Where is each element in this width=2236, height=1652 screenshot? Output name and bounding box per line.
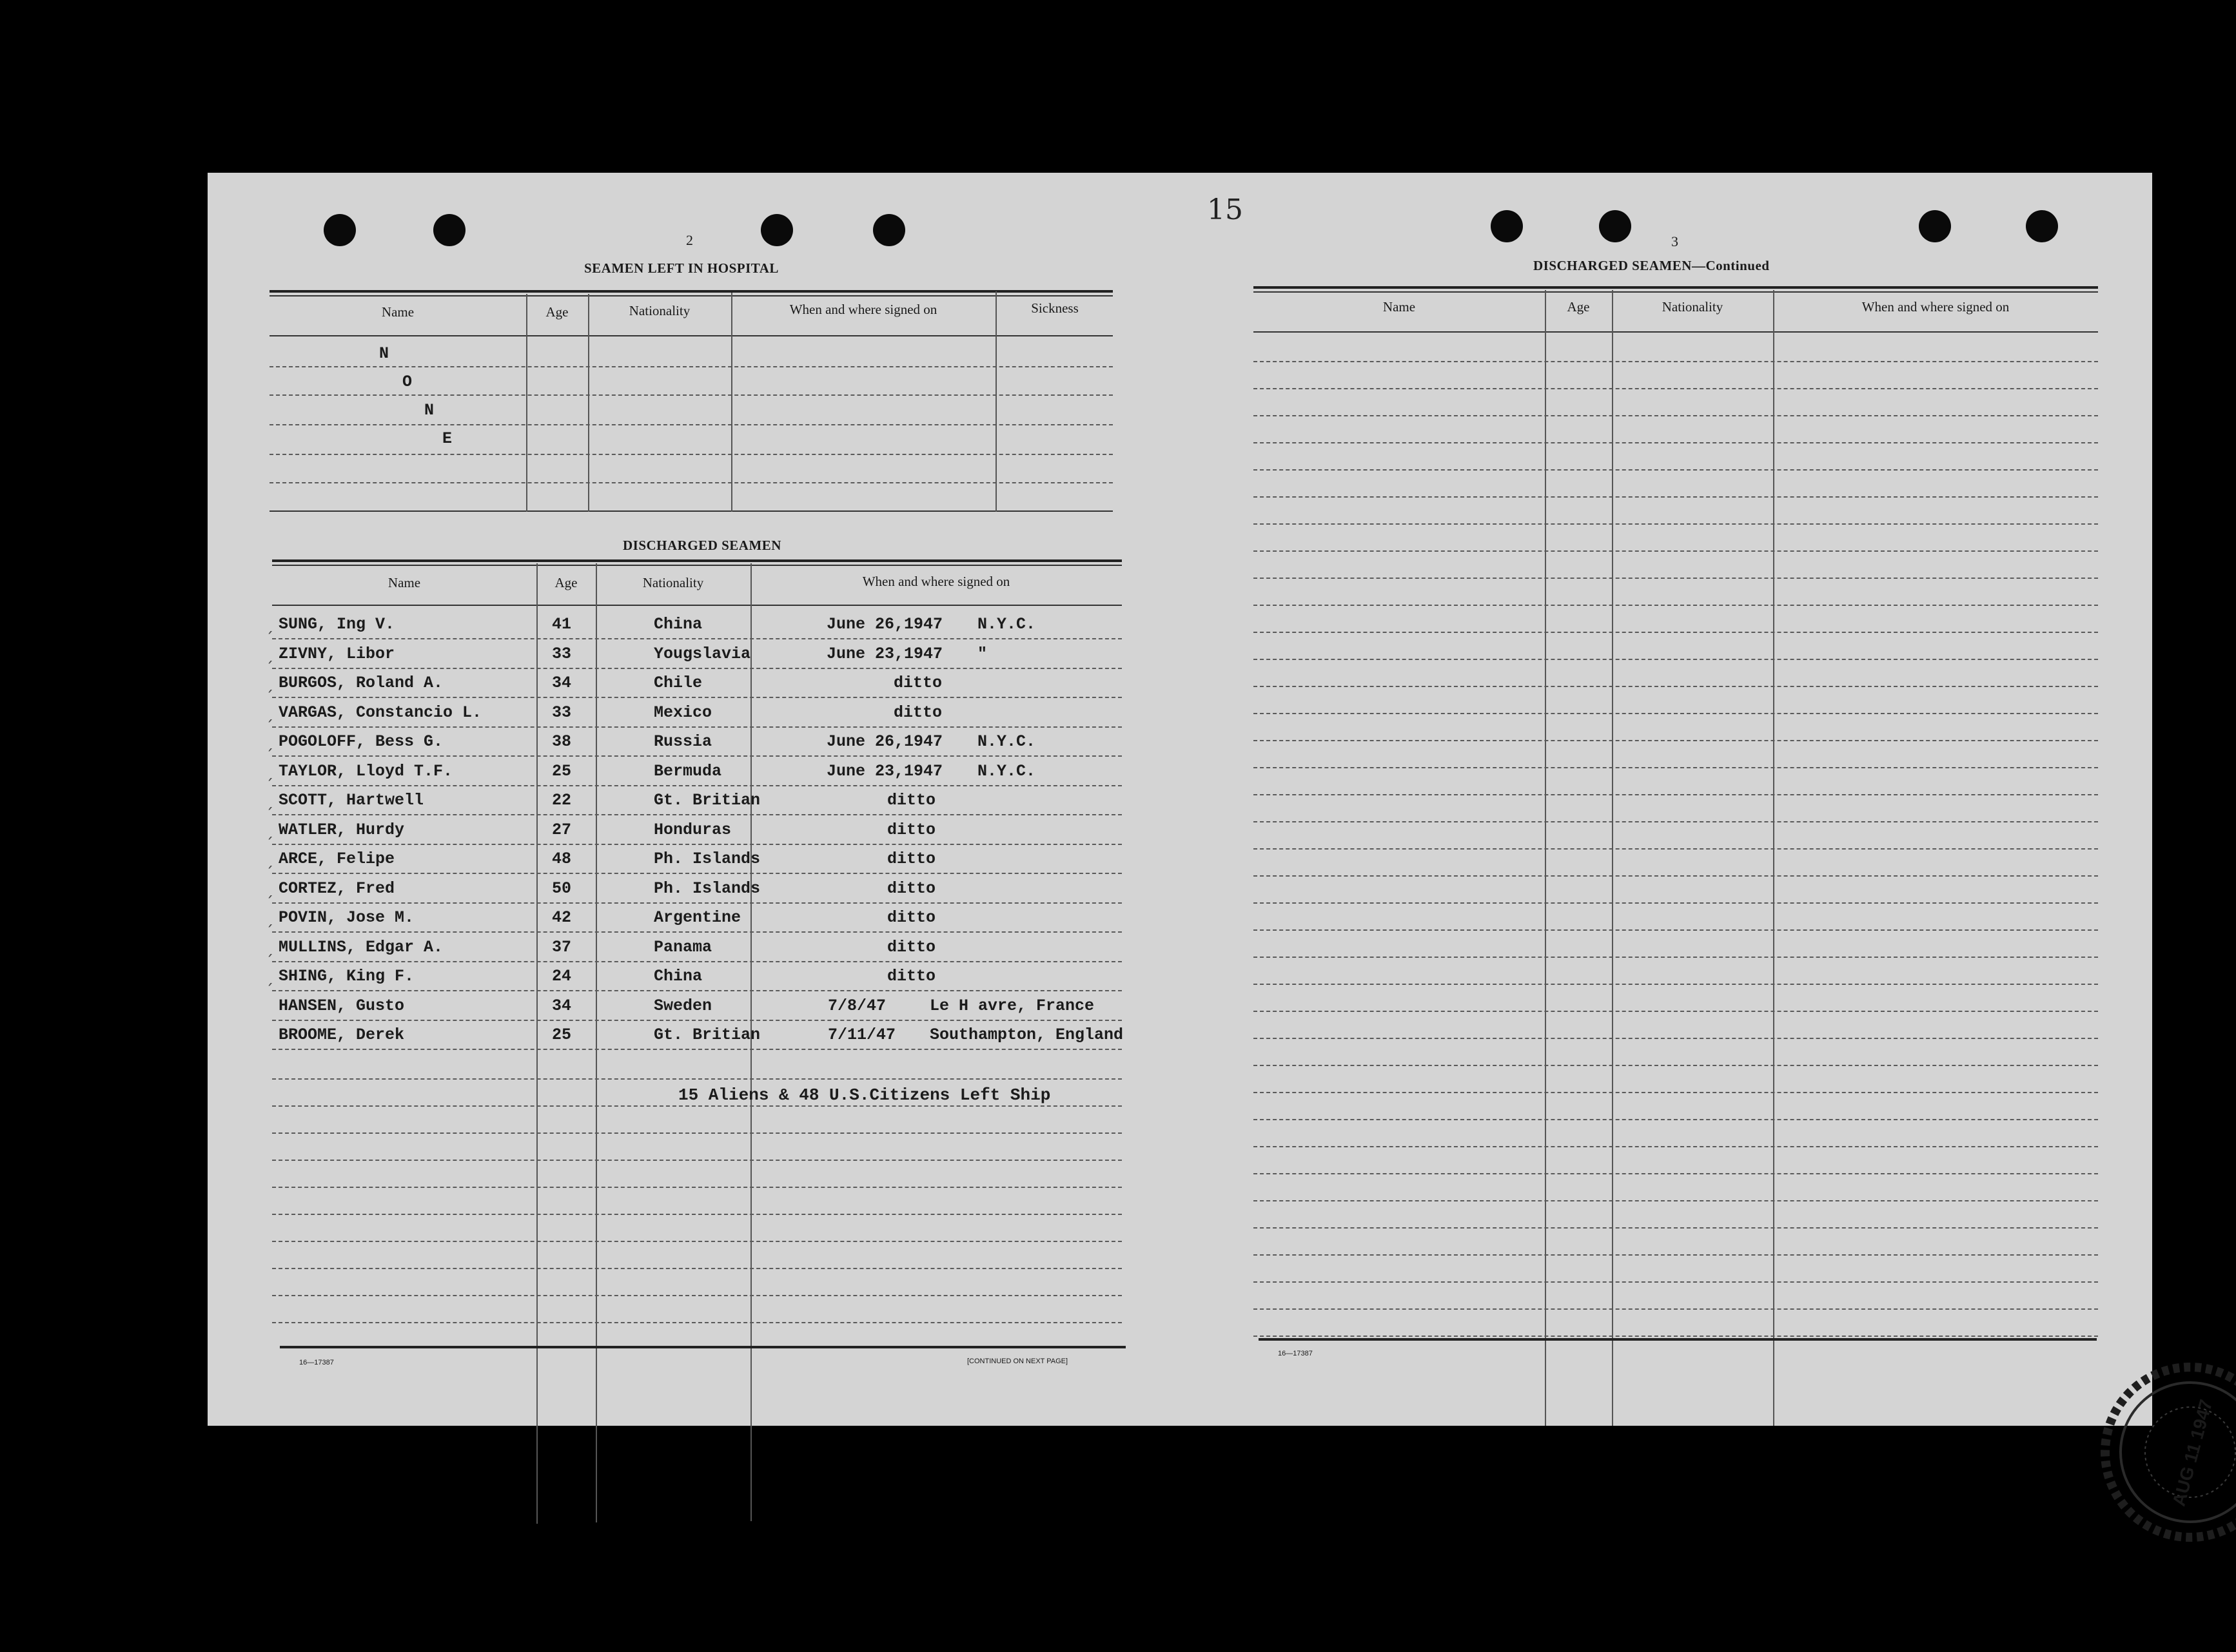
check-mark: ˏ xyxy=(266,616,273,634)
signed-on-date: ditto xyxy=(887,937,936,957)
check-mark: ˏ xyxy=(266,938,273,957)
seaman-age: 37 xyxy=(552,937,572,957)
row-line xyxy=(1253,415,2098,416)
signed-on-date: ditto xyxy=(887,908,936,927)
row-line xyxy=(1253,578,2098,579)
punch-hole xyxy=(1919,210,1951,242)
check-mark: ˏ xyxy=(266,645,273,664)
seaman-age: 50 xyxy=(552,879,572,898)
rule xyxy=(272,605,1122,606)
rule xyxy=(272,559,1122,562)
row-line xyxy=(1253,875,2098,877)
seaman-nationality: China xyxy=(654,967,703,986)
punch-hole xyxy=(761,214,793,246)
seaman-name: ZIVNY, Libor xyxy=(279,644,395,663)
row-line xyxy=(272,755,1122,757)
seaman-name: MULLINS, Edgar A. xyxy=(279,937,444,957)
seaman-name: HANSEN, Gusto xyxy=(279,996,405,1015)
row-line xyxy=(272,814,1122,815)
none-letter: N xyxy=(424,401,435,420)
none-letter: O xyxy=(402,373,413,391)
signed-on-date: June 23,1947 xyxy=(827,761,943,781)
row-line xyxy=(1253,957,2098,958)
row-line xyxy=(272,785,1122,786)
hospital-header-name: Name xyxy=(381,304,415,320)
seaman-nationality: Gt. Britian xyxy=(654,791,761,810)
signed-on-date: June 23,1947 xyxy=(827,644,943,663)
row-line xyxy=(272,1160,1122,1161)
row-line xyxy=(272,1187,1122,1188)
row-line xyxy=(272,638,1122,639)
hospital-section-title: SEAMEN LEFT IN HOSPITAL xyxy=(584,260,779,276)
signed-on-place: Southampton, England xyxy=(930,1025,1124,1044)
punch-hole xyxy=(873,214,905,246)
row-line xyxy=(272,990,1122,991)
seaman-nationality: Chile xyxy=(654,674,703,692)
rule xyxy=(1253,286,2098,289)
row-line xyxy=(1253,767,2098,768)
seaman-nationality: Gt. Britian xyxy=(654,1025,761,1044)
punch-hole xyxy=(1491,210,1523,242)
signed-on-date: ditto xyxy=(894,674,943,692)
row-line xyxy=(272,1020,1122,1021)
rule xyxy=(1259,1338,2097,1341)
punch-hole xyxy=(1599,210,1631,242)
signed-on-date: 7/11/47 xyxy=(828,1025,896,1044)
row-line xyxy=(1253,929,2098,931)
signed-on-date: ditto xyxy=(894,703,943,722)
seaman-age: 38 xyxy=(552,732,572,751)
check-mark: ˏ xyxy=(266,821,273,840)
form-number-left: 16—17387 xyxy=(299,1359,334,1366)
rule xyxy=(270,335,1113,336)
row-line xyxy=(272,1241,1122,1242)
discharged-section-title: DISCHARGED SEAMEN xyxy=(623,538,781,553)
row-line xyxy=(1253,794,2098,795)
check-mark: ˏ xyxy=(266,909,273,928)
row-line xyxy=(1253,659,2098,660)
row-line xyxy=(1253,442,2098,443)
row-line xyxy=(272,668,1122,669)
seaman-age: 42 xyxy=(552,908,572,927)
check-mark: ˏ xyxy=(266,734,273,752)
right-header-signed-on: When and where signed on xyxy=(1861,299,2010,315)
row-line xyxy=(1253,902,2098,904)
document-sheet xyxy=(208,173,2217,1508)
discharged-header-age: Age xyxy=(554,575,578,590)
signed-on-date: June 26,1947 xyxy=(827,615,943,634)
row-line xyxy=(272,961,1122,962)
seaman-age: 25 xyxy=(552,1025,572,1044)
continued-note: [CONTINUED ON NEXT PAGE] xyxy=(967,1357,1068,1365)
rule xyxy=(270,295,1113,296)
seaman-age: 24 xyxy=(552,967,572,986)
row-line xyxy=(1253,1336,2098,1337)
row-line xyxy=(1253,1281,2098,1283)
left-page-number: 2 xyxy=(686,232,693,248)
seaman-age: 48 xyxy=(552,850,572,868)
rule xyxy=(280,1346,1126,1348)
row-line xyxy=(272,1078,1122,1080)
row-line xyxy=(1253,713,2098,714)
row-line xyxy=(272,726,1122,728)
row-line xyxy=(1253,848,2098,850)
seaman-nationality: Argentine xyxy=(654,908,741,927)
summary-line: 15 Aliens & 48 U.S.Citizens Left Ship xyxy=(678,1085,1051,1105)
form-number-right: 16—17387 xyxy=(1278,1350,1313,1357)
row-line xyxy=(1253,1011,2098,1012)
hospital-header-age: Age xyxy=(545,304,569,320)
discharged-header-signed-on: When and where signed on xyxy=(862,574,1010,589)
row-line xyxy=(1253,1092,2098,1093)
seaman-name: WATLER, Hurdy xyxy=(279,820,405,839)
seaman-nationality: Bermuda xyxy=(654,761,722,781)
row-line xyxy=(1253,740,2098,741)
row-line xyxy=(272,931,1122,933)
rule xyxy=(272,565,1122,566)
none-letter: N xyxy=(379,344,389,363)
hospital-header-sickness: Sickness xyxy=(1031,300,1079,316)
rule xyxy=(270,290,1113,293)
stamp-date: AUG 11 1947 xyxy=(2168,1397,2217,1508)
signed-on-date: ditto xyxy=(887,967,936,986)
rule xyxy=(270,510,1113,512)
discharged-header-nationality: Nationality xyxy=(642,575,704,590)
row-line xyxy=(1253,1200,2098,1201)
hospital-header-nationality: Nationality xyxy=(629,303,691,318)
row-line xyxy=(272,1049,1122,1050)
row-line xyxy=(1253,1173,2098,1174)
rule xyxy=(1253,331,2098,333)
seaman-name: POGOLOFF, Bess G. xyxy=(279,732,444,751)
punch-hole xyxy=(324,214,356,246)
seaman-nationality: China xyxy=(654,615,703,634)
right-header-age: Age xyxy=(1567,299,1590,315)
row-line xyxy=(1253,686,2098,687)
signed-on-date: ditto xyxy=(887,850,936,868)
seaman-nationality: Ph. Islands xyxy=(654,850,761,868)
row-line xyxy=(1253,632,2098,633)
none-letter: E xyxy=(442,429,453,448)
seaman-name: BROOME, Derek xyxy=(279,1025,405,1044)
seaman-name: TAYLOR, Lloyd T.F. xyxy=(279,761,453,781)
seaman-name: BURGOS, Roland A. xyxy=(279,674,444,692)
row-line xyxy=(272,1295,1122,1296)
row-line xyxy=(1253,361,2098,362)
seaman-nationality: Russia xyxy=(654,732,712,751)
signed-on-place: N.Y.C. xyxy=(977,732,1036,751)
signed-on-place: Le H avre, France xyxy=(930,996,1095,1015)
right-header-name: Name xyxy=(1382,299,1416,315)
row-line xyxy=(272,902,1122,904)
row-line xyxy=(1253,523,2098,525)
seaman-age: 22 xyxy=(552,791,572,810)
row-line xyxy=(272,1268,1122,1269)
seaman-name: SHING, King F. xyxy=(279,967,415,986)
row-line xyxy=(1253,821,2098,822)
discharged-header-name: Name xyxy=(387,575,421,590)
check-mark: ˏ xyxy=(266,704,273,723)
seaman-name: ARCE, Felipe xyxy=(279,850,395,868)
punch-hole xyxy=(2026,210,2058,242)
row-line xyxy=(1253,1308,2098,1310)
seaman-age: 25 xyxy=(552,761,572,781)
row-line xyxy=(1253,469,2098,471)
seaman-age: 33 xyxy=(552,644,572,663)
check-mark: ˏ xyxy=(266,792,273,810)
signed-on-date: ditto xyxy=(887,820,936,839)
seaman-age: 33 xyxy=(552,703,572,722)
seaman-name: SCOTT, Hartwell xyxy=(279,791,424,810)
right-section-title: DISCHARGED SEAMEN—Continued xyxy=(1533,258,1770,273)
row-line xyxy=(272,1105,1122,1107)
seaman-age: 41 xyxy=(552,615,572,634)
row-line xyxy=(272,697,1122,698)
check-mark: ˏ xyxy=(266,675,273,693)
row-line xyxy=(1253,388,2098,389)
row-line xyxy=(1253,550,2098,552)
seaman-name: VARGAS, Constancio L. xyxy=(279,703,482,722)
row-line xyxy=(272,873,1122,874)
seaman-age: 27 xyxy=(552,820,572,839)
seaman-nationality: Honduras xyxy=(654,820,732,839)
right-header-nationality: Nationality xyxy=(1662,299,1723,315)
row-line xyxy=(272,844,1122,845)
row-line xyxy=(1253,605,2098,606)
seaman-name: CORTEZ, Fred xyxy=(279,879,395,898)
right-page-number: 3 xyxy=(1671,233,1678,249)
rule xyxy=(1253,291,2098,293)
row-line xyxy=(1253,1038,2098,1039)
row-line xyxy=(272,1132,1122,1134)
row-line xyxy=(1253,1227,2098,1229)
check-mark: ˏ xyxy=(266,851,273,869)
seaman-age: 34 xyxy=(552,996,572,1015)
seaman-nationality: Sweden xyxy=(654,996,712,1015)
signed-on-date: ditto xyxy=(887,791,936,810)
check-mark: ˏ xyxy=(266,968,273,986)
immigration-stamp xyxy=(2090,1352,2236,1552)
seaman-name: POVIN, Jose M. xyxy=(279,908,415,927)
hospital-header-signed-on: When and where signed on xyxy=(789,302,937,317)
row-line xyxy=(1253,496,2098,498)
seaman-age: 34 xyxy=(552,674,572,692)
seaman-nationality: Mexico xyxy=(654,703,712,722)
seaman-name: SUNG, Ing V. xyxy=(279,615,395,634)
handwritten-number: 15 xyxy=(1207,193,1243,226)
signed-on-date: ditto xyxy=(887,879,936,898)
seaman-nationality: Ph. Islands xyxy=(654,879,761,898)
row-line xyxy=(1253,1146,2098,1147)
seaman-nationality: Yougslavia xyxy=(654,644,751,663)
row-line xyxy=(1253,984,2098,985)
row-line xyxy=(272,1214,1122,1215)
row-line xyxy=(272,1322,1122,1323)
check-mark: ˏ xyxy=(266,880,273,899)
check-mark: ˏ xyxy=(266,763,273,781)
signed-on-place: " xyxy=(977,644,988,663)
signed-on-place: N.Y.C. xyxy=(977,615,1036,634)
row-line xyxy=(1253,1119,2098,1120)
signed-on-place: N.Y.C. xyxy=(977,761,1036,781)
row-line xyxy=(1253,1065,2098,1066)
seaman-nationality: Panama xyxy=(654,937,712,957)
signed-on-date: 7/8/47 xyxy=(828,996,887,1015)
row-line xyxy=(1253,1254,2098,1256)
signed-on-date: June 26,1947 xyxy=(827,732,943,751)
punch-hole xyxy=(433,214,466,246)
